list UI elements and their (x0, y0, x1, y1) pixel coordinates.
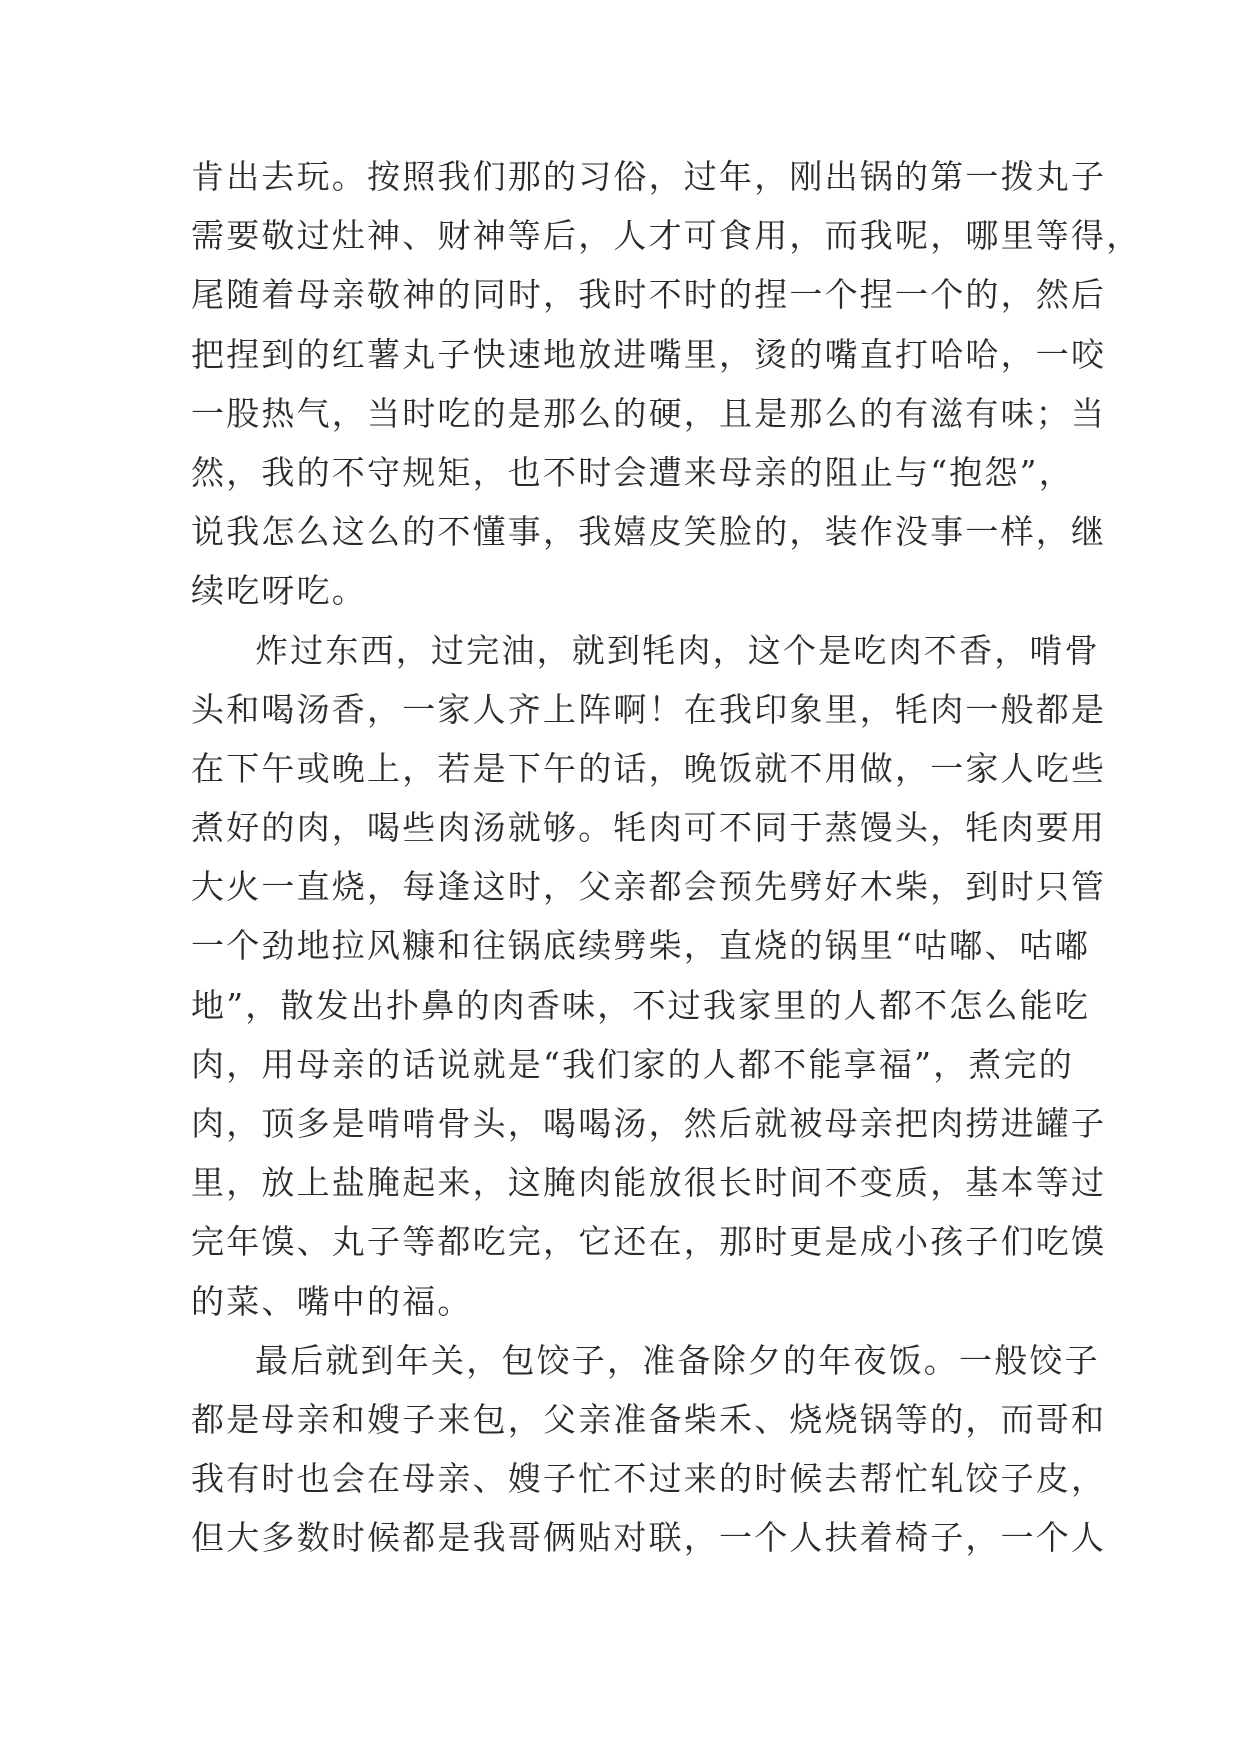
text-line: 最后就到年关，包饺子，准备除夕的年夜饭。一般饺子 (255, 1340, 1100, 1380)
text-line: 尾随着母亲敬神的同时，我时不时的捏一个捏一个的，然后 (191, 275, 1107, 315)
text-line: 把捏到的红薯丸子快速地放进嘴里，烫的嘴直打哈哈，一咬 (191, 334, 1107, 374)
text-line: 都是母亲和嫂子来包，父亲准备柴禾、烧烧锅等的，而哥和 (191, 1399, 1107, 1439)
text-line: 炸过东西，过完油，就到牦肉，这个是吃肉不香，啃骨 (255, 630, 1100, 670)
text-line: 我有时也会在母亲、嫂子忙不过来的时候去帮忙轧饺子皮， (191, 1459, 1107, 1499)
paragraph (191, 147, 1142, 621)
document-body (191, 147, 1142, 1568)
text-line: 头和喝汤香，一家人齐上阵啊！在我印象里，牦肉一般都是 (191, 689, 1107, 729)
text-line: 地”，散发出扑鼻的肉香味，不过我家里的人都不怎么能吃 (191, 985, 1091, 1025)
text-line: 完年馍、丸子等都吃完，它还在，那时更是成小孩子们吃馍 (191, 1222, 1107, 1262)
text-line: 肉，用母亲的话说就是“我们家的人都不能享福”，煮完的 (191, 1044, 1074, 1084)
text-line: 里，放上盐腌起来，这腌肉能放很长时间不变质，基本等过 (191, 1163, 1107, 1203)
text-line: 然，我的不守规矩，也不时会遭来母亲的阻止与“抱怨”， (191, 452, 1074, 492)
text-line: 肉，顶多是啃啃骨头，喝喝汤，然后就被母亲把肉捞进罐子 (191, 1104, 1107, 1143)
text-line: 需要敬过灶神、财神等后，人才可食用，而我呢，哪里等得， (191, 216, 1142, 256)
text-line: 说我怎么这么的不懂事，我嬉皮笑脸的，装作没事一样，继 (191, 512, 1107, 552)
paragraph (191, 1331, 1107, 1568)
text-line: 一个劲地拉风糠和往锅底续劈柴，直烧的锅里“咕嘟、咕嘟 (191, 926, 1091, 966)
text-line: 在下午或晚上，若是下午的话，晚饭就不用做，一家人吃些 (191, 748, 1107, 788)
text-line: 续吃呀吃。 (191, 571, 367, 611)
text-line: 肯出去玩。按照我们那的习俗，过年，刚出锅的第一拨丸子 (191, 157, 1107, 196)
text-line: 大火一直烧，每逢这时，父亲都会预先劈好木柴，到时只管 (191, 867, 1107, 907)
text-line: 煮好的肉，喝些肉汤就够。牦肉可不同于蒸馒头，牦肉要用 (191, 808, 1107, 848)
text-line: 的菜、嘴中的福。 (191, 1281, 473, 1321)
paragraph (191, 621, 1107, 1331)
text-line: 一股热气，当时吃的是那么的硬，且是那么的有滋有味；当 (191, 393, 1107, 433)
text-line: 但大多数时候都是我哥俩贴对联，一个人扶着椅子，一个人 (191, 1518, 1107, 1558)
